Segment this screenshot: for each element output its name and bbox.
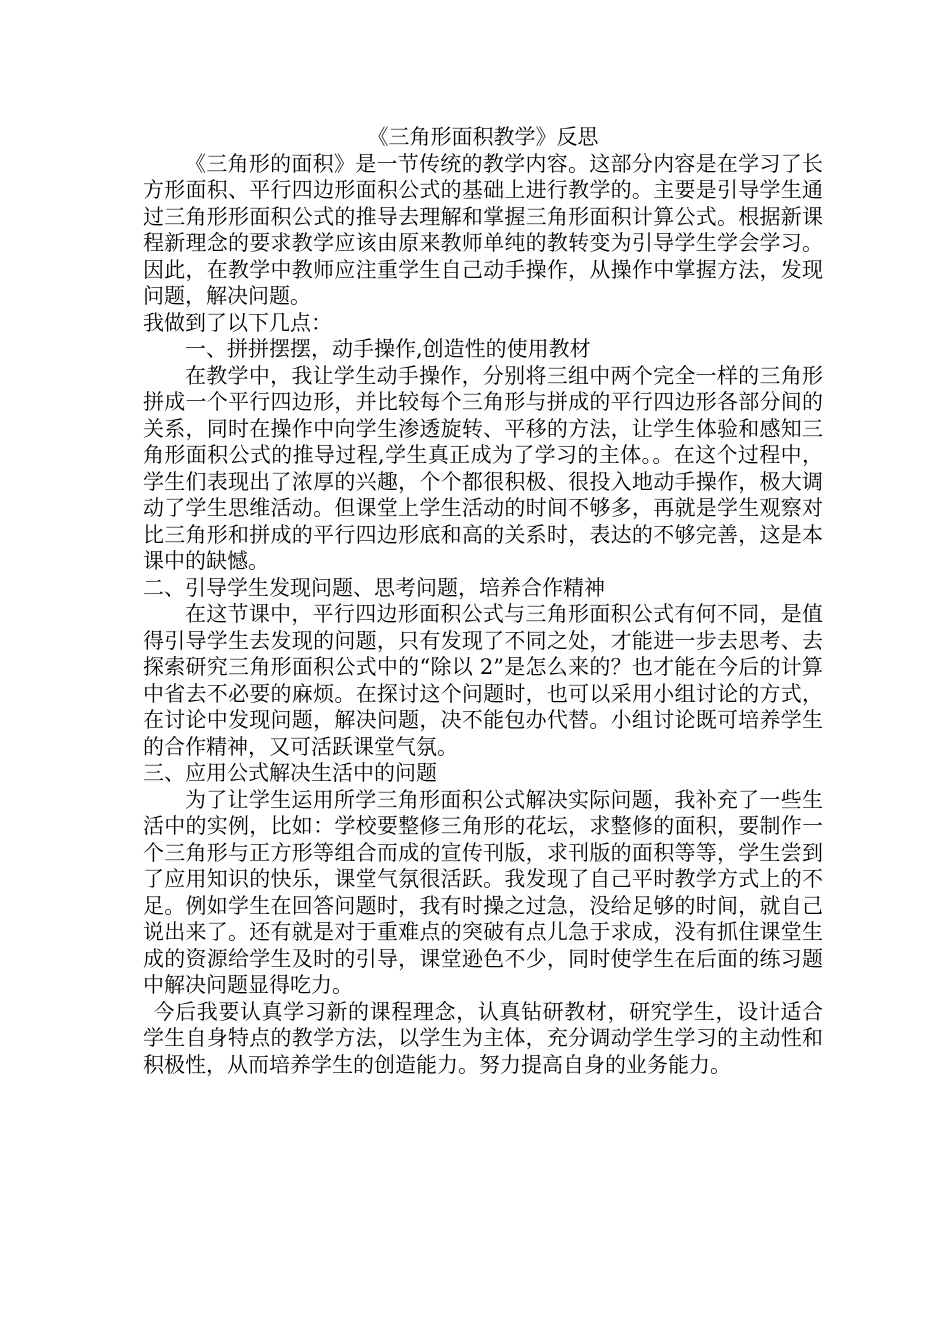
section2-heading: 二、引导学生发现问题、思考问题，培养合作精神 <box>143 575 605 600</box>
section3-paragraph: 为了让学生运用所学三角形面积公式解决实际问题，我补充了一些生活中的实例，比如：学校要整修三角形的花坛，求整修的面积，要制作一个三角形与正方形等组合而成的宣传刊版，求刊版的面积等等，学生尝到了应用知识的快乐，课堂气氛很活跃。我发现了自己平时教学方式上的不足。例如学生在回答问题时，我有时操之过急，没给足够的时间，就自己说出来了。还有就是对于重难点的突破有点儿急于求成，没有抓住课堂生成的资源给学生及时的引导，课堂逊色不少，同时使学生在后面的练习题中解决问题显得吃力。 <box>143 787 823 997</box>
document-body <box>143 124 823 1078</box>
section1-heading: 一、拼拼摆摆，动手操作,创造性的使用教材 <box>185 337 591 361</box>
document-title: 《三角形面积教学》反思 <box>367 125 599 149</box>
intro-paragraph: 《三角形的面积》是一节传统的教学内容。这部分内容是在学习了长方形面积、平行四边形面积公式的基础上进行教学的。主要是引导学生通过三角形形面积公式的推导去理解和掌握三角形面积计算公式。根据新课程新理念的要求教学应该由原来教师单纯的教转变为引导学生学会学习。因此，在教学中教师应注重学生自己动手操作，从操作中掌握方法，发现问题，解决问题。 <box>143 151 823 308</box>
lead-line: 我做到了以下几点： <box>143 310 332 335</box>
section1-paragraph: 在教学中，我让学生动手操作，分别将三组中两个完全一样的三角形拼成一个平行四边形，并比较每个三角形与拼成的平行四边形各部分间的关系，同时在操作中向学生渗透旋转、平移的方法，让学生体验和感知三角形面积公式的推导过程,学生真正成为了学习的主体。。在这个过程中，学生们表现出了浓厚的兴趣，个个都很积极、很投入地动手操作，极大调动了学生思维活动。但课堂上学生活动的时间不够多，再就是学生观察对比三角形和拼成的平行四边形底和高的关系时，表达的不够完善，这是本课中的缺憾。 <box>143 363 823 573</box>
conclusion-paragraph: 今后我要认真学习新的课程理念，认真钻研教材，研究学生，设计适合学生自身特点的教学方法，以学生为主体，充分调动学生学习的主动性和积极性，从而培养学生的创造能力。努力提高自身的业务能力。 <box>143 999 823 1077</box>
section2-paragraph: 在这节课中，平行四边形面积公式与三角形面积公式有何不同，是值得引导学生去发现的问题，只有发现了不同之处，才能进一步去思考、去探索研究三角形面积公式中的“除以 2”是怎么来的？也才能在今后的计算中省去不必要的麻烦。在探讨这个问题时，也可以采用小组讨论的方式，在讨论中发现问题，解决问题，决不能包办代替。小组讨论既可培养学生的合作精神，又可活跃课堂气氛。 <box>143 602 823 759</box>
section3-heading: 三、应用公式解决生活中的问题 <box>143 761 437 785</box>
